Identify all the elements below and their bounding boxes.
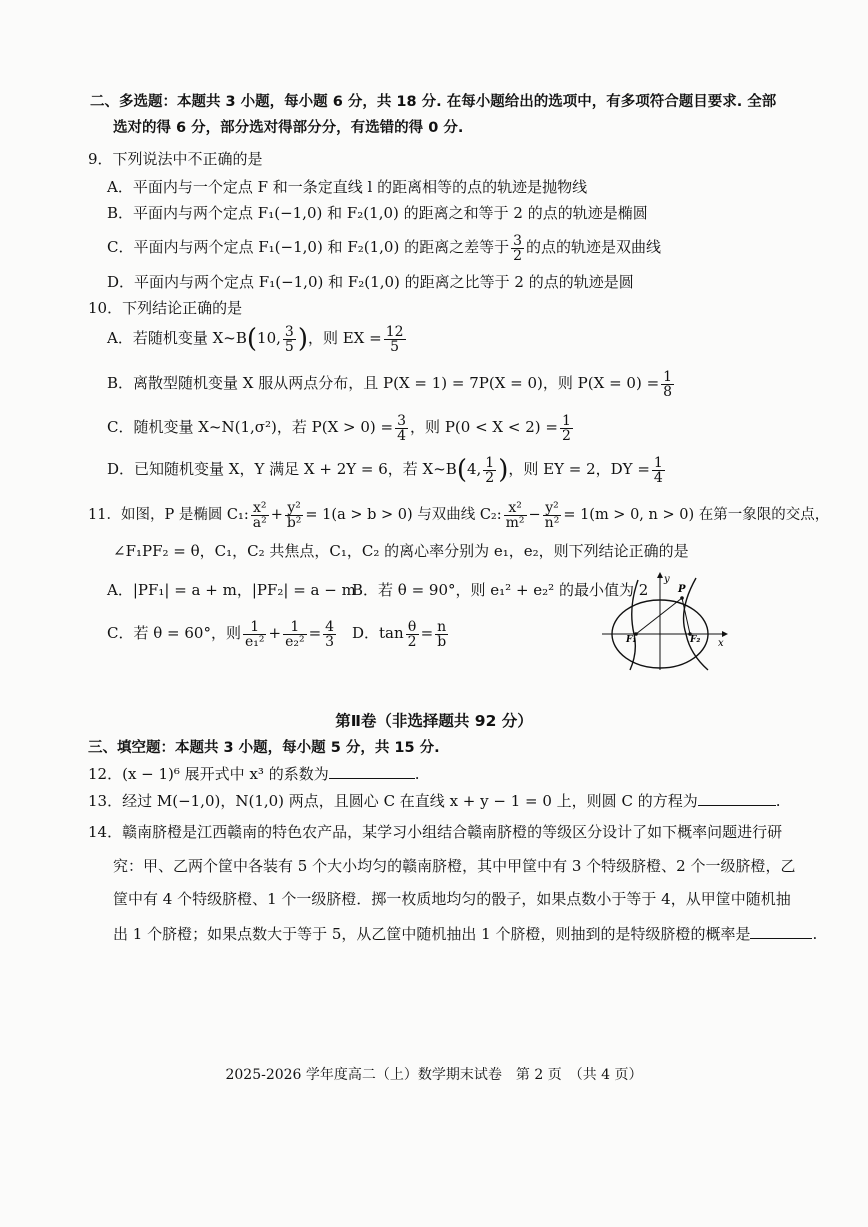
q11-c1-y-frac <box>285 501 304 530</box>
q14-answer-blank[interactable] <box>750 922 812 939</box>
q10-d-mid: 4, <box>466 460 482 478</box>
q10-a-res-den: 5 <box>390 338 400 355</box>
q10-d-lparen: ( <box>456 455 467 485</box>
q11-c1-a: a² <box>252 514 267 531</box>
fig-label-f2: F₂ <box>690 635 701 645</box>
q11-c1-post: = 1(a > b > 0) 与双曲线 C₂: <box>305 507 502 523</box>
q11-d-res-num: n <box>437 618 447 635</box>
q11-line2: ∠F₁PF₂ = θ，C₁，C₂ 共焦点，C₁，C₂ 的离心率分别为 e₁，e₂，则下列结论正确的是 <box>113 542 689 560</box>
q10-b-num: 1 <box>663 368 673 385</box>
q10-c-result <box>560 414 573 443</box>
q9-option-a: A．平面内与一个定点 F 和一条定直线 l 的距离相等的点的轨迹是抛物线 <box>107 178 588 196</box>
q10-d-res-den: 4 <box>653 469 663 486</box>
q12-answer-blank[interactable] <box>329 762 415 779</box>
q10-a-rparen: ) <box>297 324 308 354</box>
q9-c-fraction <box>511 234 524 263</box>
q10-b-pre: B．离散型随机变量 X 服从两点分布，且 P(X = 1) = 7P(X = 0)，则 P(X = 0) = <box>107 374 660 392</box>
q10-a-num: 3 <box>284 323 294 340</box>
q9-stem: 9．下列说法中不正确的是 <box>88 150 263 168</box>
fig-hyperbola-right <box>684 578 708 670</box>
q10-a-result <box>384 325 406 354</box>
q11-c2-y-frac <box>543 501 562 530</box>
q9-option-c-pre: C．平面内与两个定点 F₁(−1,0) 和 F₂(1,0) 的距离之差等于 <box>107 238 510 256</box>
q10-d-den: 2 <box>485 469 495 486</box>
q10-b-den: 8 <box>663 383 673 400</box>
q11-c1-x-frac <box>251 501 269 530</box>
q11-d-result <box>435 620 448 649</box>
q10-a-lparen: ( <box>246 324 258 354</box>
q10-a-post: ，则 EX = <box>307 329 382 347</box>
q11-c2-x: x² <box>504 501 527 516</box>
q11-c2-m: m² <box>505 514 525 531</box>
q11-c1-b: b² <box>286 514 302 531</box>
q10-option-c <box>107 408 575 446</box>
q11-c2-post: = 1(m > 0, n > 0) 在第一象限的交点， <box>563 507 830 523</box>
q11-d-den: 2 <box>407 633 417 650</box>
q11-d-num: θ <box>406 620 419 635</box>
q10-a-res-num: 12 <box>385 323 404 340</box>
q10-a-den: 5 <box>284 338 294 355</box>
q11-d-pre: D．tan <box>352 624 404 642</box>
q10-option-d <box>107 450 667 488</box>
q9-option-c <box>107 229 661 265</box>
q11-figure <box>598 570 738 674</box>
q11-d-res-den: b <box>437 633 447 650</box>
q11-c1-y: y² <box>285 501 304 516</box>
q14-line4-text: 出 1 个脐橙；如果点数大于等于 5，从乙筐中随机抽出 1 个脐橙，则抽到的是特级脐橙的概率是 <box>113 925 751 943</box>
q13-text: 13．经过 M(−1,0)，N(1,0) 两点，且圆心 C 在直线 x + y − 1 = 0 上，则圆 C 的方程为 <box>88 792 698 810</box>
q9-c-num: 3 <box>513 232 523 249</box>
section3-heading: 三、填空题：本题共 3 小题，每小题 5 分，共 15 分. <box>88 740 440 756</box>
q11-c-frac1-den: e₁² <box>244 633 265 650</box>
q11-c-frac2-num: 1 <box>283 620 307 635</box>
q9-option-c-post: 的点的轨迹是双曲线 <box>526 238 662 256</box>
q13-answer-blank[interactable] <box>698 789 776 806</box>
q10-c-num: 3 <box>397 412 407 429</box>
q10-c-res-den: 2 <box>561 427 571 444</box>
q11-option-c: C．若 θ = 60°，则 $\frac{1}{\text{e₁²}}$ + $\frac{1}{\text{e₂²}}$ = $\frac{4}{3}$ <box>107 618 335 650</box>
q10-d-result <box>652 456 665 485</box>
q11-c-result <box>323 620 336 649</box>
q10-stem: 10．下列结论正确的是 <box>88 299 243 317</box>
q10-c-pre: C．随机变量 X~N(1,σ²)，若 P(X > 0) = <box>107 418 394 436</box>
part2-title: 第Ⅱ卷（非选择题共 92 分） <box>335 712 533 730</box>
q10-a-mid: 10, <box>257 329 281 347</box>
q11-c-res-den: 3 <box>325 633 335 650</box>
q14-line3: 筐中有 4 个特级脐橙、1 个一级脐橙．掷一枚质地均匀的骰子，如果点数小于等于 4，从甲筐中随机抽 <box>113 890 791 908</box>
q10-d-pre: D．已知随机变量 X，Y 满足 X + 2Y = 6，若 X~B <box>107 460 457 478</box>
q10-d-post: ，则 EY = 2，DY = <box>508 460 650 478</box>
q10-d-fraction <box>483 456 496 485</box>
q11-c-pre: C．若 θ = 60°，则 <box>107 624 241 642</box>
q10-a-fraction <box>283 325 296 354</box>
q14-line4 <box>113 922 817 944</box>
q11-c-res-num: 4 <box>325 618 335 635</box>
fig-y-arrow <box>657 572 663 578</box>
q10-b-fraction <box>661 370 674 399</box>
q11-c2-n: n² <box>544 514 560 531</box>
fig-point-p <box>680 596 684 600</box>
q11-c2-y: y² <box>543 501 562 516</box>
q11-option-a: A．|PF₁| = a + m，|PF₂| = a − m <box>107 581 356 599</box>
q11-c-frac1-num: 1 <box>243 620 267 635</box>
q10-d-num: 1 <box>485 454 495 471</box>
q11-option-b: B．若 θ = 90°，则 e₁² + e₂² 的最小值为 2 <box>352 581 649 599</box>
page-footer: 2025-2026 学年度高二（上）数学期末试卷 第 2 页 （共 4 页） <box>225 1067 643 1083</box>
q10-c-res-num: 1 <box>561 412 571 429</box>
q10-d-res-num: 1 <box>653 454 663 471</box>
fig-label-p: P <box>678 584 686 595</box>
q11-stem-pre: 11．如图，P 是椭圆 C₁: <box>88 507 249 523</box>
q10-c-fraction <box>395 414 408 443</box>
q10-option-a <box>107 319 408 357</box>
q12-end: . <box>414 765 420 783</box>
q10-d-rparen: ) <box>498 455 509 485</box>
fig-x-arrow <box>722 631 728 637</box>
q11-c-frac1 <box>243 620 267 649</box>
q13 <box>88 789 780 811</box>
q9-c-den: 2 <box>513 247 523 264</box>
q11-d-frac <box>406 620 419 649</box>
q10-a-pre: A．若随机变量 X~B <box>107 329 247 347</box>
q12-text: 12．(x − 1)⁶ 展开式中 x³ 的系数为 <box>88 765 329 783</box>
fig-label-f1: F₁ <box>626 635 637 645</box>
fig-line-pf1 <box>636 598 682 634</box>
fig-label-y: y <box>664 574 670 585</box>
q11-c-frac2-den: e₂² <box>285 633 305 650</box>
q10-option-b <box>107 364 676 402</box>
q14-line1: 14．赣南脐橙是江西赣南的特色农产品，某学习小组结合赣南脐橙的等级区分设计了如下概率问题进行研 <box>88 823 783 841</box>
q11-c1-x: x² <box>251 501 269 516</box>
section2-heading-line2: 选对的得 6 分，部分选对得部分分，有选错的得 0 分. <box>113 120 464 136</box>
fig-hyperbola-left <box>630 580 638 670</box>
q12 <box>88 762 419 784</box>
q9-option-d: D．平面内与两个定点 F₁(−1,0) 和 F₂(1,0) 的距离之比等于 2 的点的轨迹是圆 <box>107 273 634 291</box>
q14-line2: 究：甲、乙两个筐中各装有 5 个大小均匀的赣南脐橙，其中甲筐中有 3 个特级脐橙、2 个一级脐橙，乙 <box>113 857 796 875</box>
q11-c2-x-frac <box>504 501 527 530</box>
q9-option-b: B．平面内与两个定点 F₁(−1,0) 和 F₂(1,0) 的距离之和等于 2 的点的轨迹是椭圆 <box>107 204 648 222</box>
q11-option-d: D．tan $\frac{\theta}{2}$ = $\frac{n}{b}$ <box>352 618 447 650</box>
q10-c-mid: ，则 P(0 < X < 2) = <box>410 418 558 436</box>
q11-stem: 11．如图，P 是椭圆 C₁: $\frac{\text{x²}}{\text{a²}}$ + $\frac{\text{y²}}{\text{b²}}$ = 1(a > b > 0) 与双曲线 C₂: $\frac{\text{x²}}{\text{m²}}$ − $\frac{\text{y²}}{\text{n²}}$ = 1(m > 0, n > 0) 在第一象限的交点， <box>88 499 830 531</box>
section2-heading-line1: 二、多选题：本题共 3 小题，每小题 6 分，共 18 分. 在每小题给出的选项中，有多项符合题目要求. 全部 <box>90 94 777 110</box>
q14-end: . <box>812 925 818 943</box>
fig-label-x: x <box>718 638 724 649</box>
q13-end: . <box>775 792 781 810</box>
q10-c-den: 4 <box>397 427 407 444</box>
q11-c-frac2 <box>283 620 307 649</box>
